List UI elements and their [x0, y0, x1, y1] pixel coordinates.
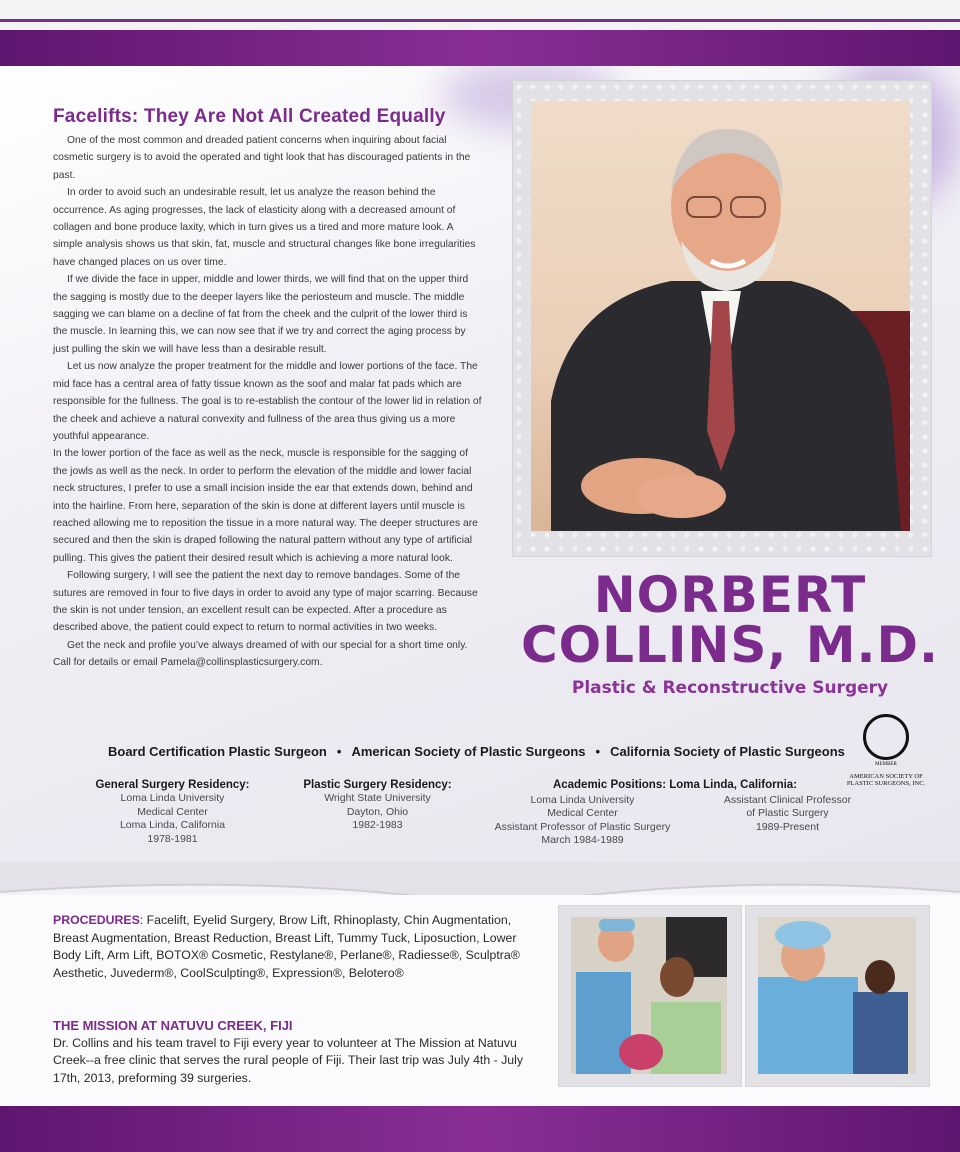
mission-text: Dr. Collins and his team travel to Fiji every year to volunteer at The Mission at Natuvu Creek--a free clinic that serves the rural people of Fiji. Their last trip was July 4th - July 17th, 2013, preforming 39 surgeries.: [53, 1035, 523, 1085]
doctor-last-name: COLLINS, M.D.: [520, 616, 940, 674]
article-paragraph: One of the most common and dreaded patient concerns when inquiring about facial cosmetic surgery is to avoid the operated and tight look that has discouraged patients in the past.: [53, 135, 471, 181]
asps-member-seal: [840, 712, 932, 788]
separator: •: [595, 744, 601, 759]
credential-line: Assistant Clinical Professor: [723, 794, 852, 806]
credential-line: 1978-1981: [147, 832, 198, 845]
article-paragraph: Following surgery, I will see the patient the next day to remove bandages. Some of the sutures are removed in four to five days in order to avoid any type of major scarring. Because the skin is not under tension, an excellent result can be expected. After a procedure as described above, the patient could expect to return to normal activities in two weeks.: [53, 570, 478, 634]
separator: •: [336, 744, 342, 759]
doctor-portrait: [531, 101, 910, 531]
article-paragraph: If we divide the face in upper, middle and lower thirds, we will find that on the upper third the sagging is mostly due to the deeper layers like the periosteum and muscle. The middle sagging we can blame on a decline of fat from the cheek and the culprit of the lower third is the muscle. In learning this, we can now see that if we try and correct the aging process by just pulling the skin we will have less than a desirable result.: [53, 274, 469, 355]
procedures-list: : Facelift, Eyelid Surgery, Brow Lift, Rhinoplasty, Chin Augmentation, Breast Augmentation, Breast Reduction, Breast Lift, Tummy Tuck, Liposuction, Lower Body Lift, Arm Lift, BOTOX® Cosmetic, Restylane®, Perlane®, Radiesse®, Sculptra® Aesthetic, Juvederm®, CoolSculpting®, Expression®, Belotero®: [53, 913, 520, 980]
credential-line: 1982-1983: [352, 819, 403, 832]
credential-line: Loma Linda University: [120, 792, 225, 805]
seal-member-label: MEMBER: [875, 762, 897, 767]
article-paragraph: In order to avoid such an undesirable result, let us analyze the reason behind the occurrence. As aging progresses, the lack of elasticity along with a decreased amount of collagen and bone produce laxity, which in turn gives us a tired and more mature look. A simple analysis shows us that skin, fat, muscle and structural changes like bone irregularities have changed places on us over time.: [53, 187, 476, 268]
procedures-label: PROCEDURES: [53, 913, 140, 927]
top-band: [0, 30, 960, 66]
plastic-residency: [285, 779, 470, 833]
article-paragraph: In the lower portion of the face as well as the neck, muscle is responsible for the sagging of the jowls as well as the neck. In order to perform the elevation of the middle and lower facial neck structures, I prefer to use a small incision inside the ear that extends down, behind and into the hairline. From here, separation of the skin is done at different layers until muscle is reached allowing me to reposition the tissue in a more natural way. The deeper structures are secured and then the skin is draped following the natural pattern without any type of artificial pulling. This gives the patient their desired result which is achieving a more natural look.: [53, 448, 478, 564]
credential-line: Loma Linda University: [530, 794, 635, 806]
credential-line: of Plastic Surgery: [746, 807, 829, 820]
article-title: Facelifts: They Are Not All Created Equally: [53, 106, 446, 127]
credential-line: Dayton, Ohio: [346, 805, 409, 818]
mission: [53, 1017, 523, 1087]
credential-line: March 1984-1989: [541, 834, 624, 847]
article-paragraph: Let us now analyze the proper treatment for the middle and lower portions of the face. The mid face has a central area of fatty tissue known as the soof and malar fat pads which are responsible for the fullness. The goal is to re-establish the contour of the lower lid in relation of the cheek and achieve a natural convexity and fullness of the area thus giving us a more youthful appearance.: [53, 361, 482, 442]
bottom-band: [0, 1106, 960, 1152]
seal-ring-icon: [863, 714, 909, 760]
certification-item: American Society of Plastic Surgeons: [351, 744, 586, 759]
article: [53, 106, 483, 672]
academic-left: [480, 794, 685, 848]
credential-line: 1989-Present: [755, 820, 820, 833]
doctor-specialty: Plastic & Reconstructive Surgery: [571, 678, 889, 698]
certifications-line: [108, 744, 845, 759]
top-rule: [0, 19, 960, 22]
credential-line: Medical Center: [547, 807, 618, 820]
credential-heading: General Surgery Residency:: [95, 779, 250, 791]
credential-line: Assistant Professor of Plastic Surgery: [494, 820, 671, 833]
credential-line: Medical Center: [137, 805, 208, 818]
doctor-first-name: NORBERT: [593, 566, 867, 624]
certification-item: Board Certification Plastic Surgeon: [108, 744, 327, 759]
mission-heading: THE MISSION AT NATUVU CREEK, FIJI: [53, 1018, 293, 1033]
credential-line: Loma Linda, California: [119, 819, 226, 832]
mission-photo-1: [571, 917, 727, 1074]
certification-item: California Society of Plastic Surgeons: [610, 744, 845, 759]
academic-right: [700, 794, 875, 834]
article-paragraph: Get the neck and profile you’ve always dreamed of with our special for a short time only. Call for details or email Pamela@collinsplasticsurgery.com.: [53, 639, 468, 669]
credential-heading: Academic Positions: Loma Linda, California:: [552, 779, 798, 791]
credential-line: Wright State University: [324, 792, 431, 805]
credential-heading: Plastic Surgery Residency:: [303, 779, 452, 791]
seal-org-label: AMERICAN SOCIETY OF PLASTIC SURGEONS, INC.: [846, 773, 926, 787]
mission-photo-2: [758, 917, 916, 1074]
doctor-name-block: [520, 566, 940, 698]
procedures: [53, 912, 523, 982]
general-residency: [80, 779, 265, 846]
academic-positions: [480, 779, 870, 792]
